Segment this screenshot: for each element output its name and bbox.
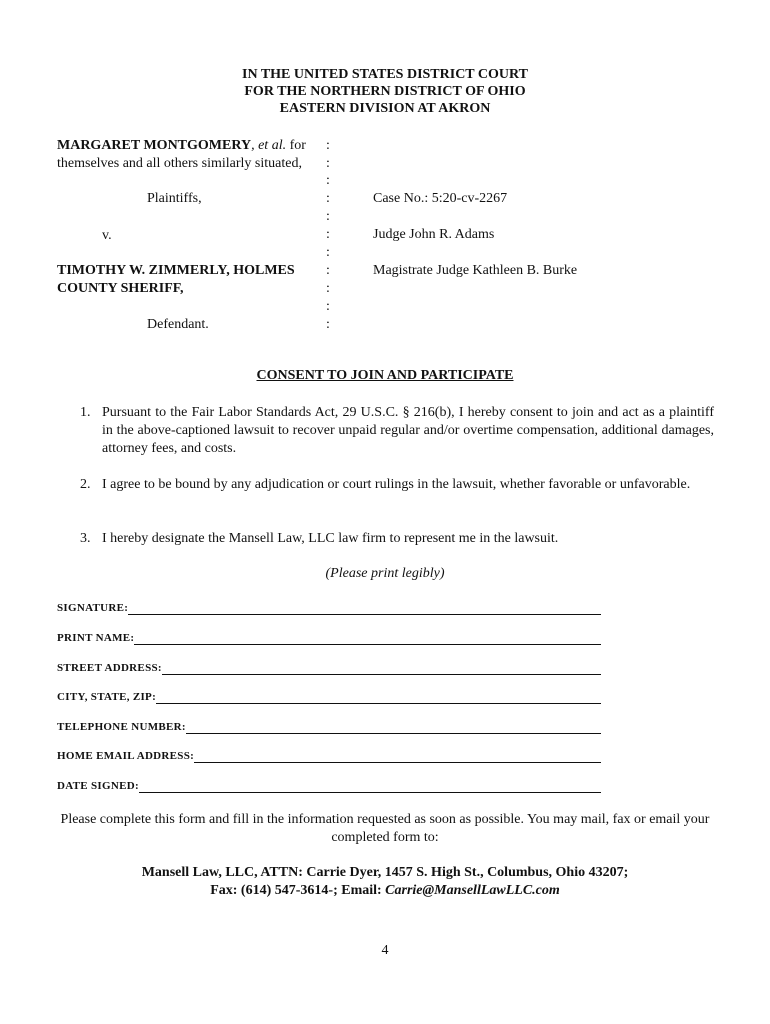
- caption-colon: :: [326, 299, 330, 314]
- field-label: SIGNATURE:: [57, 602, 129, 614]
- consent-item-text: I hereby designate the Mansell Law, LLC law firm to represent me in the lawsuit.: [102, 531, 559, 546]
- print-name-input-line[interactable]: [134, 630, 601, 645]
- home-email-address-field: [57, 745, 601, 763]
- caption-colon: :: [326, 209, 330, 224]
- contact-block: [0, 864, 770, 900]
- city-state-zip-field: [57, 686, 601, 704]
- field-label: TELEPHONE NUMBER:: [57, 721, 186, 733]
- page-number: 4: [381, 943, 389, 958]
- caption-colon: :: [326, 138, 330, 153]
- consent-item-text: I agree to be bound by any adjudication or court rulings in the lawsuit, whether favorable or unfavorable.: [102, 477, 691, 492]
- plaintiff-line-2: themselves and all others similarly situated,: [57, 156, 302, 171]
- plaintiff-for: for: [286, 138, 306, 153]
- field-label: CITY, STATE, ZIP:: [57, 691, 157, 703]
- consent-item-text: Pursuant to the Fair Labor Standards Act, 29 U.S.C. § 216(b), I hereby consent to join and act as a plaintiff in the above-captioned lawsuit to recover unpaid regular and/or overtime compensation, additional damages, attorney fees, and costs.: [102, 405, 714, 456]
- caption-colon: :: [326, 317, 330, 332]
- consent-item: [80, 530, 714, 548]
- caption-colon: :: [326, 173, 330, 188]
- judge-name: Judge John R. Adams: [373, 227, 495, 242]
- consent-item-number: 3.: [80, 531, 91, 546]
- consent-title: CONSENT TO JOIN AND PARTICIPATE: [256, 368, 514, 383]
- telephone-number-field: [57, 716, 601, 734]
- street-address-input-line[interactable]: [162, 660, 601, 675]
- magistrate-judge-name: Magistrate Judge Kathleen B. Burke: [373, 263, 578, 278]
- return-instructions: Please complete this form and fill in the information requested as soon as possible. You may mail, fax or email your completed form to:: [60, 812, 710, 845]
- field-label: HOME EMAIL ADDRESS:: [57, 750, 195, 762]
- caption-colon: :: [326, 227, 330, 242]
- case-number: Case No.: 5:20-cv-2267: [373, 191, 508, 206]
- versus-label: v.: [102, 228, 112, 243]
- caption-colon: :: [326, 281, 330, 296]
- court-heading-line-2: FOR THE NORTHERN DISTRICT OF OHIO: [244, 84, 526, 99]
- consent-item-number: 1.: [80, 405, 91, 420]
- plaintiff-name: MARGARET MONTGOMERY: [57, 138, 252, 153]
- court-heading-line-1: IN THE UNITED STATES DISTRICT COURT: [242, 67, 528, 82]
- contact-fax: Fax: (614) 547-3614-; Email:: [210, 883, 386, 898]
- contact-address: Mansell Law, LLC, ATTN: Carrie Dyer, 1457 S. High St., Columbus, Ohio 43207;: [141, 865, 629, 880]
- caption-colon: :: [326, 156, 330, 171]
- defendant-line-1: TIMOTHY W. ZIMMERLY, HOLMES: [57, 263, 295, 278]
- telephone-number-input-line[interactable]: [186, 719, 601, 734]
- city-state-zip-input-line[interactable]: [156, 689, 601, 704]
- field-label: DATE SIGNED:: [57, 780, 139, 792]
- print-name-field: [57, 627, 601, 645]
- consent-item: [80, 476, 714, 512]
- caption-colon: :: [326, 263, 330, 278]
- contact-fax-email: [0, 882, 770, 900]
- field-label: STREET ADDRESS:: [57, 662, 162, 674]
- defendant-label: Defendant.: [147, 317, 209, 332]
- consent-item: [80, 404, 714, 458]
- date-signed-input-line[interactable]: [139, 778, 601, 793]
- court-heading-line-3: EASTERN DIVISION AT AKRON: [279, 101, 491, 116]
- plaintiffs-label: Plaintiffs,: [147, 191, 202, 206]
- caption-colon: :: [326, 191, 330, 206]
- consent-item-number: 2.: [80, 477, 91, 492]
- print-legibly-note: (Please print legibly): [325, 566, 445, 581]
- signature-input-line[interactable]: [128, 600, 601, 615]
- defendant-line-2: COUNTY SHERIFF,: [57, 281, 184, 296]
- contact-email-link[interactable]: Carrie@MansellLawLLC.com: [385, 883, 560, 898]
- plaintiff-etal: , et al.: [251, 138, 287, 153]
- home-email-address-input-line[interactable]: [194, 748, 601, 763]
- field-label: PRINT NAME:: [57, 632, 135, 644]
- court-heading: [0, 66, 770, 117]
- plaintiff-line-1: [57, 137, 306, 155]
- caption-colon: :: [326, 245, 330, 260]
- street-address-field: [57, 657, 601, 675]
- signature-field: [57, 597, 601, 615]
- date-signed-field: [57, 775, 601, 793]
